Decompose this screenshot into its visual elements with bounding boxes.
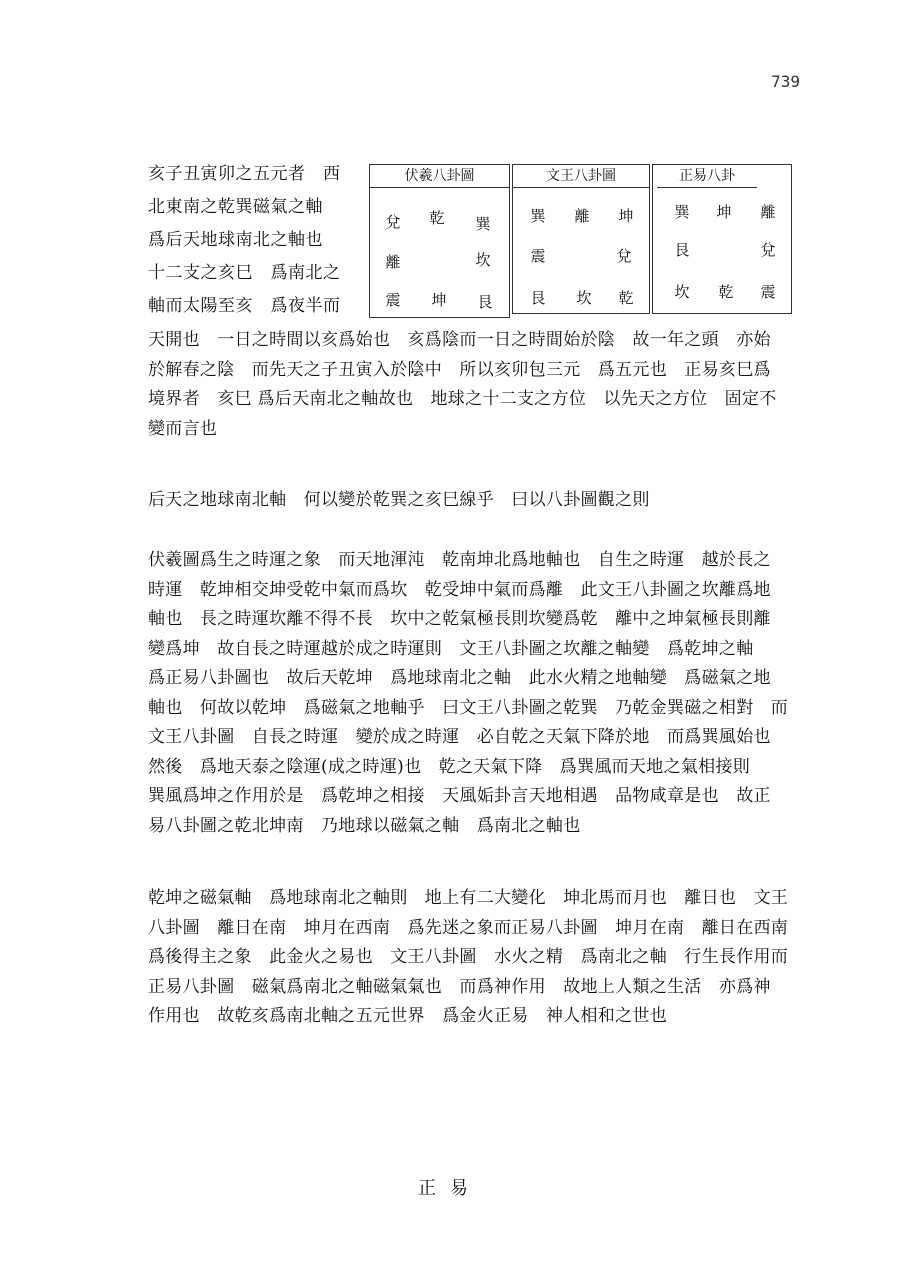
text-line: 然後 爲地天泰之陰運(成之時運)也 乾之天氣下降 爲巽風而天地之氣相接則 — [148, 756, 751, 777]
trigram-cell: 坤 — [716, 203, 732, 221]
text-line: 軸也 何故以乾坤 爲磁氣之地軸乎 曰文王八卦圖之乾巽 乃乾金巽磁之相對 而 — [148, 697, 789, 718]
trigram-cell: 震 — [385, 291, 401, 309]
page-number: 739 — [771, 72, 800, 91]
diagram-title: 伏羲八卦圖 — [370, 165, 509, 188]
trigram-cell: 艮 — [674, 241, 690, 259]
intro-line: 十二支之亥巳 爲南北之 — [148, 263, 341, 283]
trigram-cell: 巽 — [674, 203, 690, 221]
trigram-cell: 乾 — [618, 289, 634, 307]
trigram-cell: 乾 — [718, 283, 734, 301]
trigram-cell: 離 — [574, 207, 590, 225]
trigram-cell: 離 — [760, 203, 776, 221]
intro-line: 北東南之乾巽磁氣之軸 — [148, 197, 323, 217]
trigram-cell: 兌 — [616, 247, 632, 265]
diagram-title: 文王八卦圖 — [513, 165, 649, 188]
question-paragraph — [148, 486, 808, 516]
jeongyeok-bagua-diagram — [652, 164, 792, 314]
text-line: 八卦圖 離日在南 坤月在西南 爲先迷之象而正易八卦圖 坤月在南 離日在西南 — [148, 917, 789, 938]
text-line: 文王八卦圖 自長之時運 變於成之時運 必自乾之天氣下降於地 而爲巽風始也 — [148, 727, 771, 747]
trigram-cell: 坎 — [674, 283, 690, 301]
trigram-cell: 坤 — [431, 291, 447, 309]
trigram-cell: 兌 — [760, 241, 776, 259]
text-line: 爲正易八卦圖也 故后天乾坤 爲地球南北之軸 此水火精之地軸變 爲磁氣之地 — [148, 668, 771, 688]
intro-line: 軸而太陽至亥 爲夜半而 — [148, 296, 341, 316]
text-line: 巽風爲坤之作用於是 爲乾坤之相接 天風姤卦言天地相遇 品物咸章是也 故正 — [148, 786, 771, 806]
text-line: 時運 乾坤相交坤受乾中氣而爲坎 乾受坤中氣而爲離 此文王八卦圖之坎離爲地 — [148, 579, 771, 600]
text-line: 變爲坤 故自長之時運越於成之時運則 文王八卦圖之坎離之軸變 爲乾坤之軸 — [148, 638, 754, 659]
trigram-cell: 震 — [530, 247, 546, 265]
trigram-cell: 兌 — [385, 213, 401, 231]
text-line: 正易八卦圖 磁氣爲南北之軸磁氣氣也 而爲神作用 故地上人類之生活 亦爲神 — [148, 976, 771, 997]
text-line: 易八卦圖之乾北坤南 乃地球以磁氣之軸 爲南北之軸也 — [148, 815, 581, 836]
conclusion-paragraph — [148, 884, 808, 1032]
trigram-cell: 坎 — [475, 251, 491, 269]
intro-text — [148, 158, 368, 323]
text-line: 軸也 長之時運坎離不得不長 坎中之乾氣極長則坎變爲乾 離中之坤氣極長則離 — [148, 609, 771, 629]
text-line: 爲後得主之象 此金火之易也 文王八卦圖 水火之精 爲南北之軸 行生長作用而 — [148, 947, 789, 967]
trigram-cell: 乾 — [429, 209, 445, 227]
trigram-cell: 巽 — [475, 215, 491, 233]
trigram-cell: 艮 — [477, 293, 493, 311]
text-line: 伏羲圖爲生之時運之象 而天地渾沌 乾南坤北爲地軸也 自生之時運 越於長之 — [148, 550, 771, 570]
text-line: 天開也 一日之時間以亥爲始也 亥爲陰而一日之時間始於陰 故一年之頭 亦始 — [148, 330, 771, 350]
text-line: 變而言也 — [148, 418, 218, 439]
trigram-cell: 震 — [760, 283, 776, 301]
text-line: 於解春之陰 而先天之子丑寅入於陰中 所以亥卯包三元 爲五元也 正易亥巳爲 — [148, 359, 771, 380]
king-wen-bagua-diagram — [512, 164, 650, 314]
trigram-cell: 離 — [385, 253, 401, 271]
intro-line: 爲后天地球南北之軸也 — [148, 230, 323, 250]
text-line: 境界者 亥巳 爲后天南北之軸故也 地球之十二支之方位 以先天之方位 固定不 — [148, 389, 777, 409]
text-line: 后天之地球南北軸 何以變於乾巽之亥巳線乎 曰以八卦圖觀之則 — [148, 490, 650, 510]
continuation-paragraph — [148, 326, 808, 444]
trigram-cell: 艮 — [530, 289, 546, 307]
text-line: 作用也 故乾亥爲南北軸之五元世界 爲金火正易 神人相和之世也 — [148, 1006, 667, 1026]
trigram-cell: 巽 — [530, 207, 546, 225]
fuxi-bagua-diagram — [369, 164, 510, 318]
intro-line: 亥子丑寅卯之五元者 西 — [148, 164, 341, 184]
page-footer: 正易 — [418, 1178, 482, 1199]
explanation-paragraph — [148, 546, 808, 841]
trigram-cell: 坤 — [618, 207, 634, 225]
trigram-cell: 坎 — [576, 289, 592, 307]
text-line: 乾坤之磁氣軸 爲地球南北之軸則 地上有二大變化 坤北馬而月也 離日也 文王 — [148, 888, 789, 908]
diagram-title: 正易八卦 — [657, 165, 757, 188]
